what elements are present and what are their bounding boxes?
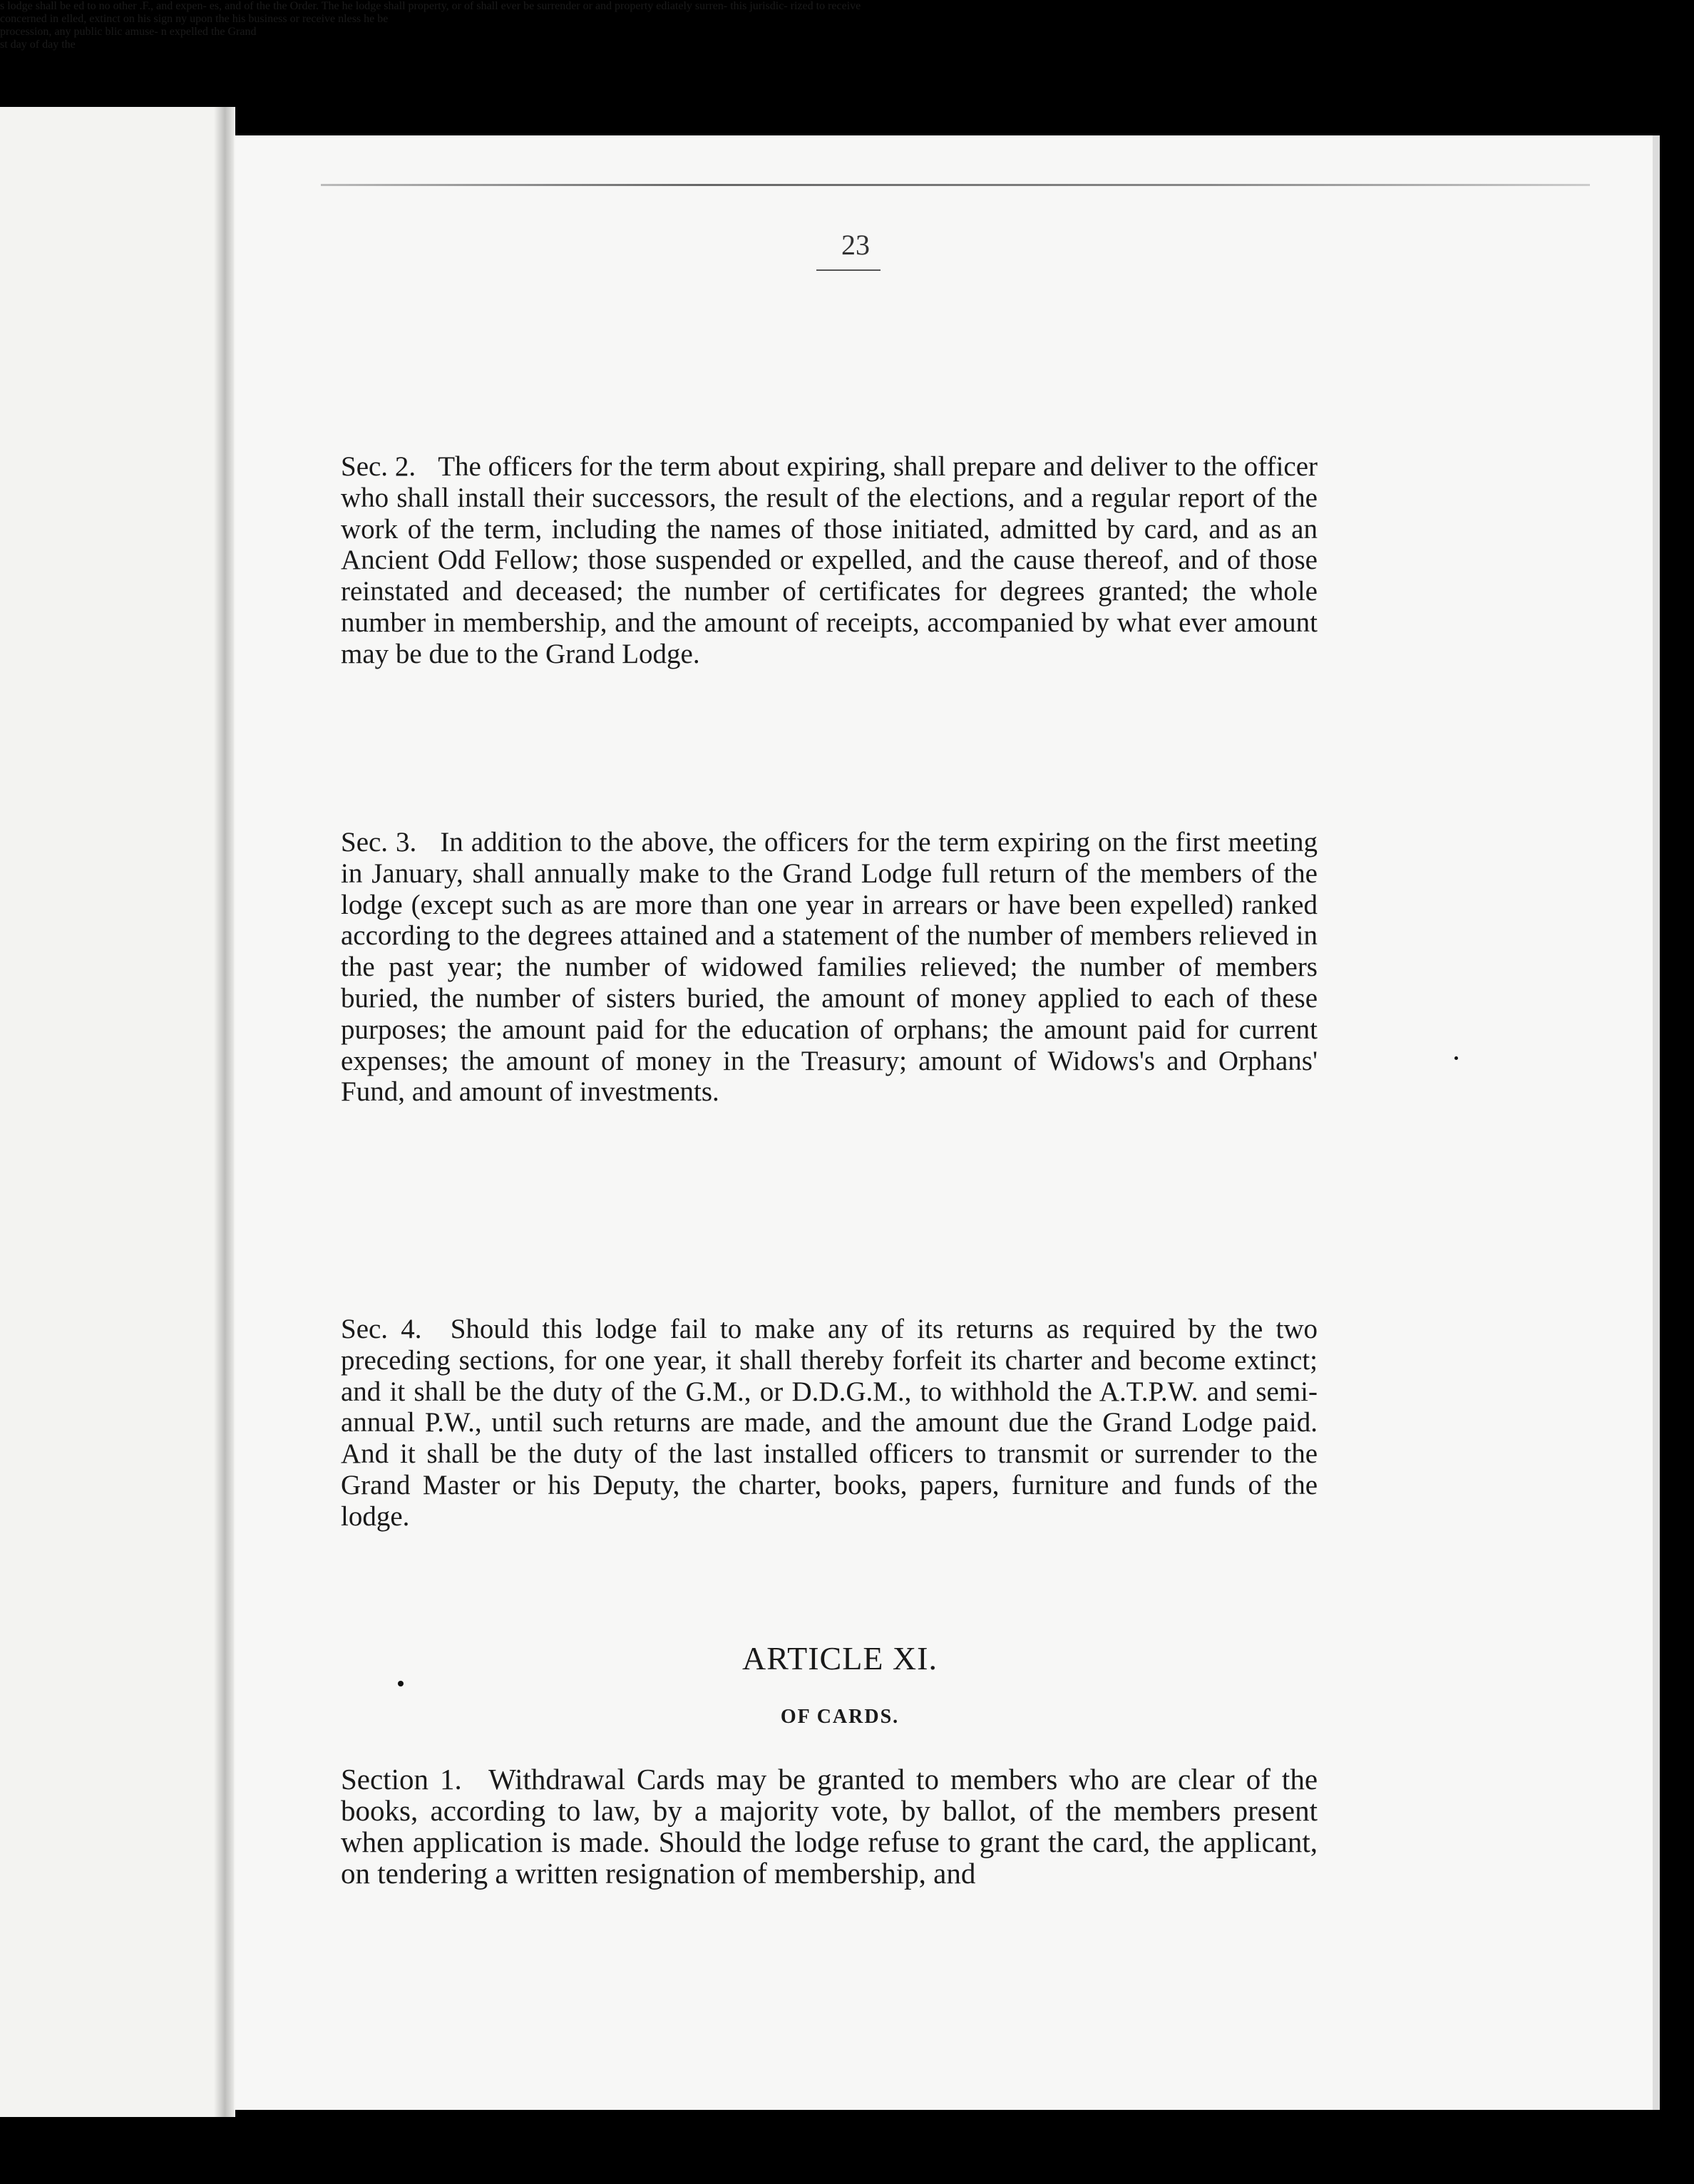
left-line: surrender or	[537, 0, 592, 12]
page-number: 23	[841, 229, 870, 261]
left-line: elled, extinct	[61, 13, 120, 25]
section-text: In addition to the above, the officers for the term expiring on the first meeting in January, shall annually make to the Grand Lodge full return of the members of the lodge (except such as are more than one year in arrears or have been expelled) ranked according to the degrees attained and a statement of the number of members relieved in the past year; the number of widowed families relieved; the number of members buried, the number of sisters buried, the amount of money applied to each of these purposes; the amount paid for the education of orphans; the amount paid for current expenses; the amount of money in the Treasury; amount of Widows's and Orphans' Fund, and amount of investments.	[341, 827, 1318, 1108]
left-line: day the	[42, 38, 76, 51]
left-fragment	[0, 13, 1694, 26]
page-edge	[1653, 135, 1660, 2110]
article-section-1	[341, 1763, 1318, 1889]
left-line: the Grand	[210, 26, 257, 38]
section-2	[341, 451, 1318, 670]
section-text: The officers for the term about expiring, shall prepare and deliver to the officer who shall install their successors, the result of the elections, and a regular report of the work of the term, including the names of those initiated, admitted by card, and as an Ancient Odd Fellow; those suspended or expelled, and the cause thereof, and of those reinstated and deceased; the number of certificates for degrees granted; the whole number in membership, and the amount of receipts, accompanied by what ever amount may be due to the Grand Lodge.	[341, 451, 1318, 669]
left-line: ediately surren-	[656, 0, 728, 12]
top-rule	[321, 184, 1590, 186]
left-line: any public	[54, 26, 103, 38]
left-line: blic amuse-	[105, 26, 158, 38]
page-number-rule	[816, 269, 881, 271]
left-line: rized to receive	[790, 0, 861, 12]
left-fragment	[0, 0, 1694, 13]
left-line: procession,	[0, 26, 52, 38]
article-subheading: OF CARDS.	[780, 1706, 900, 1728]
section-4	[341, 1314, 1318, 1533]
left-line: concerned in	[0, 13, 59, 25]
left-line: ny upon the	[175, 13, 230, 25]
left-line: ed to no other	[73, 0, 137, 12]
ink-speck	[1454, 1056, 1458, 1060]
left-line: nless he be	[338, 13, 389, 25]
left-line: his business	[232, 13, 287, 25]
left-fragment	[0, 38, 1694, 51]
article-heading: ARTICLE XI.	[742, 1640, 938, 1676]
left-line: the Order. The	[273, 0, 339, 12]
section-text: Withdrawal Cards may be granted to members who are clear of the books, according to law, by a majority vote, by ballot, of the members present when application is made. Should the lodge refuse to grant the card, the applicant, on tendering a written resignation of membership, and	[341, 1763, 1318, 1890]
left-line: this jurisdic-	[730, 0, 788, 12]
left-fragment	[0, 26, 1694, 38]
left-line: on his sign	[123, 13, 173, 25]
left-line: st day of	[0, 38, 40, 51]
section-3	[341, 827, 1318, 1108]
section-label: Section 1.	[341, 1763, 462, 1796]
section-label: Sec. 4.	[341, 1314, 422, 1344]
left-line: s lodge shall be	[0, 0, 71, 12]
page-gutter	[214, 107, 234, 2117]
left-line: or receive	[289, 13, 336, 25]
left-line: shall ever be	[476, 0, 535, 12]
section-text: Should this lodge fail to make any of its returns as required by the two preceding sections, for one year, it shall thereby forfeit its charter and become extinct; and it shall be the duty of the G.M., or D.D.G.M., to withhold the A.T.P.W. and semi-annual P.W., until such returns are made, and the amount due the Grand Lodge paid. And it shall be the duty of the last installed officers to transmit or surrender to the Grand Master or his Deputy, the charter, books, papers, furniture and funds of the lodge.	[341, 1314, 1318, 1532]
left-line: he lodge shall	[342, 0, 406, 12]
left-line: .F., and expen-	[139, 0, 207, 12]
left-line: property, or of	[408, 0, 474, 12]
section-label: Sec. 3.	[341, 827, 417, 857]
left-line: es, and of the	[209, 0, 271, 12]
ink-speck	[398, 1681, 404, 1686]
left-page	[0, 107, 235, 2117]
left-line: and property	[595, 0, 654, 12]
section-label: Sec. 2.	[341, 451, 416, 482]
left-line: n expelled	[160, 26, 208, 38]
left-page-text	[0, 0, 1694, 51]
